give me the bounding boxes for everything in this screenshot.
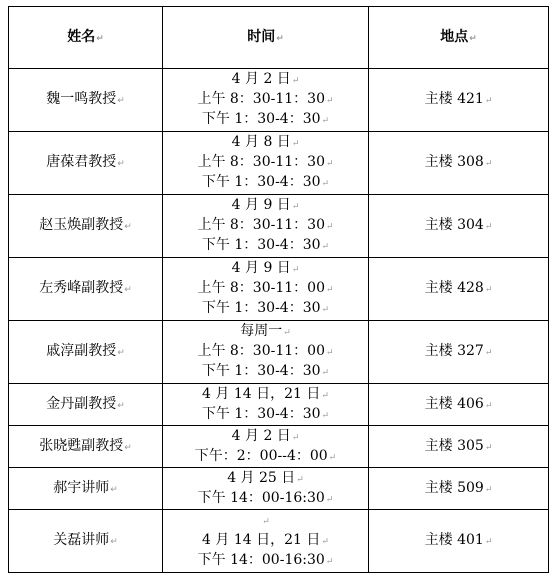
time-line [163, 216, 368, 236]
time-text: 上午 8：30-11：00 [197, 280, 325, 296]
table-row [9, 195, 549, 258]
place-cell [369, 426, 549, 468]
time-line [163, 427, 368, 447]
paragraph-mark: ↵ [110, 537, 118, 547]
time-text: 每周一 [240, 323, 283, 339]
paragraph-mark: ↵ [321, 537, 329, 547]
paragraph-mark: ↵ [325, 494, 334, 505]
place-cell [369, 132, 549, 195]
time-cell [163, 510, 369, 573]
place-text: 主楼 509 [424, 479, 484, 496]
time-cell [163, 258, 369, 321]
time-text: 下午 1：30-4：30 [201, 300, 321, 316]
time-cell [163, 321, 369, 384]
time-cell [163, 69, 369, 132]
place-cell [369, 510, 549, 573]
table-row [9, 132, 549, 195]
time-text: 上午 8：30-11：00 [197, 343, 325, 359]
time-line [163, 489, 368, 509]
teacher-name: 郝宇讲师 [53, 479, 110, 496]
place-cell [369, 258, 549, 321]
time-line [163, 133, 368, 153]
header-row [9, 7, 549, 69]
time-line [163, 70, 368, 90]
time-line [163, 196, 368, 216]
place-cell [369, 195, 549, 258]
time-text: 4 月 8 日 [231, 134, 291, 150]
paragraph-mark: ↵ [328, 452, 337, 463]
time-line [163, 173, 368, 193]
name-cell [9, 321, 163, 384]
time-cell [163, 195, 369, 258]
paragraph-mark: ↵ [283, 328, 291, 338]
paragraph-mark: ↵ [262, 517, 270, 527]
name-cell [9, 69, 163, 132]
time-text: 4 月 2 日 [231, 427, 291, 444]
paragraph-mark: ↵ [117, 96, 125, 106]
name-cell [9, 195, 163, 258]
name-cell [9, 258, 163, 321]
time-cell [163, 132, 369, 195]
time-text: 下午 1：30-4：30 [201, 174, 321, 190]
paragraph-mark: ↵ [484, 400, 493, 411]
paragraph-mark: ↵ [484, 96, 493, 106]
header-time: 时间↵ [163, 7, 369, 69]
table-row [9, 321, 549, 384]
time-line [163, 259, 368, 279]
table-row [9, 510, 549, 573]
place-text: 主楼 304 [424, 217, 484, 233]
time-line [163, 385, 368, 405]
time-cell [163, 384, 369, 426]
time-text: 上午 8：30-11：30 [197, 154, 325, 170]
time-line [163, 469, 368, 489]
place-text: 主楼 308 [424, 154, 484, 170]
time-text: 上午 8：30-11：30 [197, 91, 325, 107]
time-line [163, 299, 368, 319]
header-name: 姓名↵ [9, 7, 163, 69]
time-text: 下午 1：30-4：30 [201, 363, 321, 379]
paragraph-mark: ↵ [124, 442, 132, 453]
table-row [9, 468, 549, 510]
teacher-name: 张晓甦副教授 [39, 437, 124, 454]
time-text: 下午：2：00--4：00 [194, 447, 328, 464]
teacher-name: 左秀峰副教授 [39, 280, 124, 296]
table-row [9, 426, 549, 468]
paragraph-mark: ↵ [117, 159, 125, 169]
paragraph-mark: ↵ [484, 159, 493, 169]
teacher-name: 唐葆君教授 [46, 154, 117, 170]
paragraph-mark: ↵ [484, 442, 493, 453]
schedule-table [8, 6, 549, 573]
paragraph-mark: ↵ [321, 242, 330, 252]
schedule-body [9, 69, 549, 573]
paragraph-mark: ↵ [321, 179, 330, 189]
time-text: 4 月 2 日 [231, 71, 291, 87]
paragraph-mark: ↵ [124, 285, 132, 295]
place-text: 主楼 327 [424, 343, 484, 359]
time-line [163, 236, 368, 256]
time-line [163, 362, 368, 382]
time-cell [163, 426, 369, 468]
time-text: 下午 1：30-4：30 [201, 405, 321, 422]
time-line [163, 551, 368, 571]
name-cell [9, 510, 163, 573]
time-text: 下午 1：30-4：30 [201, 111, 321, 127]
table-row [9, 384, 549, 426]
paragraph-mark: ↵ [110, 484, 118, 495]
paragraph-mark: ↵ [325, 159, 334, 169]
time-text: 上午 8：30-11：30 [197, 217, 325, 233]
place-text: 主楼 428 [424, 280, 484, 296]
table-row [9, 258, 549, 321]
paragraph-mark: ↵ [291, 432, 300, 443]
place-cell [369, 384, 549, 426]
paragraph-mark: ↵ [291, 265, 300, 275]
place-text: 主楼 305 [424, 437, 484, 454]
time-text: 下午 14：00-16:30 [197, 489, 325, 506]
header-place: 地点↵ [369, 7, 549, 69]
paragraph-mark: ↵ [484, 484, 493, 495]
teacher-name: 关磊讲师 [53, 532, 110, 548]
paragraph-mark: ↵ [321, 410, 330, 421]
place-cell [369, 69, 549, 132]
place-text: 主楼 421 [424, 91, 484, 107]
paragraph-mark: ↵ [484, 222, 493, 232]
paragraph-mark: ↵ [117, 348, 125, 358]
paragraph-mark: ↵ [117, 400, 125, 411]
time-line [163, 447, 368, 467]
paragraph-mark: ↵ [321, 305, 330, 315]
place-cell [369, 468, 549, 510]
time-text: 下午 14：00-16:30 [197, 552, 325, 568]
paragraph-mark: ↵ [124, 222, 132, 232]
place-text: 主楼 406 [424, 395, 484, 412]
time-text: 4 月 9 日 [231, 197, 291, 213]
place-cell [369, 321, 549, 384]
teacher-name: 赵玉焕副教授 [39, 217, 124, 233]
paragraph-mark: ↵ [296, 474, 304, 485]
paragraph-mark: ↵ [321, 368, 330, 378]
paragraph-mark: ↵ [484, 348, 493, 358]
time-line [163, 90, 368, 110]
time-line [163, 279, 368, 299]
paragraph-mark: ↵ [325, 557, 334, 567]
time-text: 4 月 25 日 [227, 469, 296, 486]
name-cell [9, 468, 163, 510]
table-row [9, 69, 549, 132]
paragraph-mark: ↵ [321, 390, 329, 401]
name-cell [9, 384, 163, 426]
time-line [163, 531, 368, 551]
paragraph-mark: ↵ [325, 96, 334, 106]
paragraph-mark: ↵ [325, 222, 334, 232]
paragraph-mark: ↵ [291, 202, 300, 212]
time-text: 4 月 14 日，21 日 [202, 385, 321, 402]
time-text: 下午 1：30-4：30 [201, 237, 321, 253]
paragraph-mark: ↵ [291, 76, 300, 86]
time-text: 4 月 9 日 [231, 260, 291, 276]
teacher-name: 戚淳副教授 [46, 343, 117, 359]
name-cell [9, 426, 163, 468]
place-text: 主楼 401 [424, 532, 484, 548]
time-text: 4 月 14 日，21 日 [202, 532, 321, 548]
paragraph-mark: ↵ [325, 348, 334, 358]
paragraph-mark: ↵ [484, 285, 493, 295]
time-line [163, 511, 368, 531]
paragraph-mark: ↵ [291, 139, 300, 149]
time-line [163, 342, 368, 362]
time-line [163, 153, 368, 173]
time-cell [163, 468, 369, 510]
name-cell [9, 132, 163, 195]
teacher-name: 金丹副教授 [46, 395, 117, 412]
teacher-name: 魏一鸣教授 [46, 91, 117, 107]
time-line [163, 322, 368, 342]
time-line [163, 405, 368, 425]
time-line [163, 110, 368, 130]
paragraph-mark: ↵ [325, 285, 334, 295]
paragraph-mark: ↵ [484, 537, 493, 547]
paragraph-mark: ↵ [321, 116, 330, 126]
